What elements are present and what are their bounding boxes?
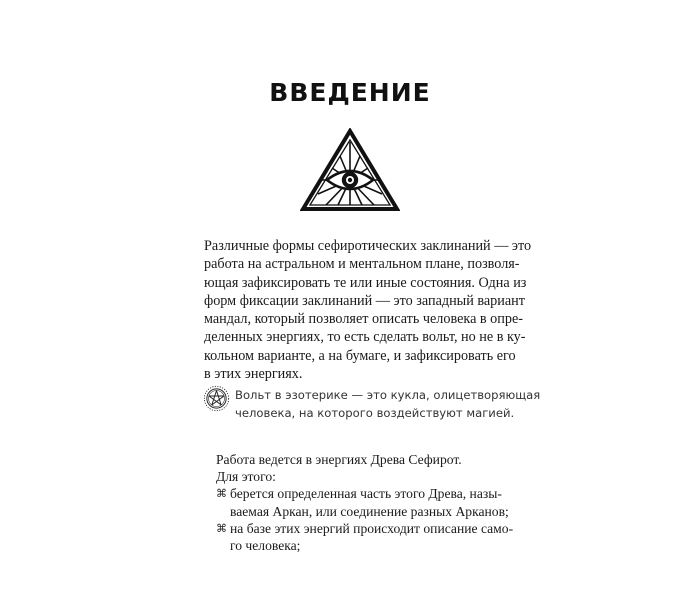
text-line: форм фиксации заклинаний — это западный вариант bbox=[204, 292, 525, 309]
text-line: в этих энергиях. bbox=[204, 366, 303, 383]
list-item-line: ваемая Аркан, или соединение разных Арканов; bbox=[230, 503, 509, 519]
text-line: деленных энергиях, то есть сделать вольт, но не в ку- bbox=[204, 329, 526, 346]
list-item-line: на базе этих энергий происходит описание само- bbox=[230, 520, 514, 536]
pentagram-seal-icon bbox=[203, 385, 230, 412]
intro-paragraph bbox=[204, 237, 532, 383]
note-line: человека, на которого воздействуют магией. bbox=[235, 406, 515, 420]
text-line: кольном варианте, а на бумаге, и зафиксировать его bbox=[204, 347, 516, 364]
list-item-line: го человека; bbox=[230, 538, 301, 554]
list-item bbox=[216, 520, 514, 554]
command-bullet-icon: ⌘ bbox=[216, 487, 227, 501]
text-line: Для этого: bbox=[216, 469, 276, 485]
text-line: Различные формы сефиротических заклинаний — это bbox=[204, 238, 532, 254]
command-bullet-icon: ⌘ bbox=[216, 521, 227, 535]
text-line: мандал, который позволяет описать человека в опре- bbox=[204, 311, 523, 328]
eye-of-providence-icon bbox=[300, 128, 400, 212]
page-title: ВВЕДЕНИЕ bbox=[269, 78, 431, 107]
text-line: ющая зафиксировать те или иные состояния. Одна из bbox=[204, 274, 527, 291]
text-line: работа на астральном и ментальном плане, позволя- bbox=[204, 256, 520, 273]
list-item bbox=[216, 485, 509, 519]
note-line: Вольт в эзотерике — это кукла, олицетворяющая bbox=[235, 388, 541, 402]
text-line: Работа ведется в энергиях Древа Сефирот. bbox=[216, 452, 462, 467]
definition-note bbox=[235, 386, 541, 422]
work-section bbox=[216, 451, 514, 554]
list-item-line: берется определенная часть этого Древа, назы- bbox=[230, 486, 502, 502]
